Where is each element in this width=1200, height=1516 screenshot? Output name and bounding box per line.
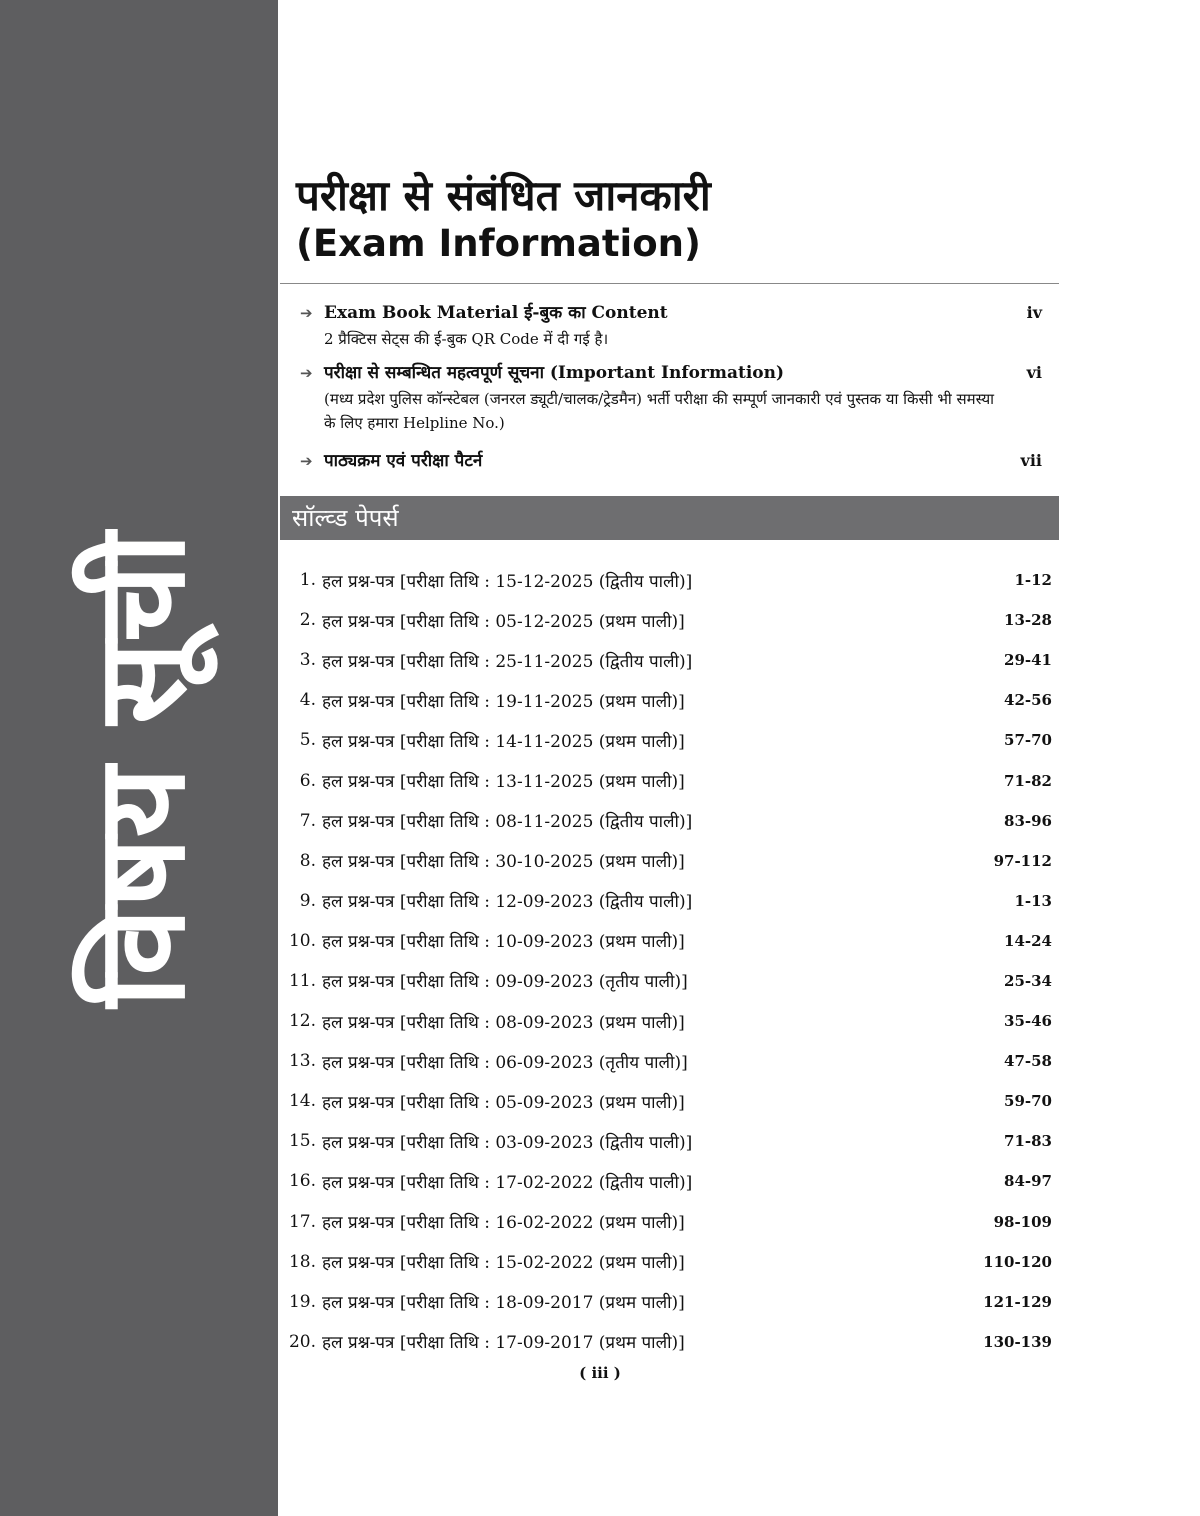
paper-title: हल प्रश्न-पत्र [परीक्षा तिथि : 08-11-2025 (द्वितीय पाली)] bbox=[322, 812, 693, 833]
list-item bbox=[286, 1001, 1052, 1041]
list-item bbox=[286, 1041, 1052, 1081]
paper-pages: 35-46 bbox=[1004, 1012, 1052, 1031]
paper-title: हल प्रश्न-पत्र [परीक्षा तिथि : 12-09-2023 (द्वितीय पाली)] bbox=[322, 892, 693, 913]
info-item-desc: (मध्य प्रदेश पुलिस कॉन्स्टेबल (जनरल ड्यूटी/चालक/ट्रेडमैन) भर्ती परीक्षा की सम्पूर्ण जानकारी एवं पुस्तक या किसी भी समस्या के लिए हमारा Helpline No.) bbox=[324, 390, 995, 432]
paper-number: 4. bbox=[299, 690, 316, 711]
paper-pages: 1-13 bbox=[1014, 891, 1052, 910]
paper-pages: 59-70 bbox=[1004, 1092, 1052, 1111]
paper-number: 11. bbox=[288, 970, 316, 991]
list-item bbox=[286, 560, 1052, 600]
list-item bbox=[286, 1242, 1052, 1282]
paper-pages: 47-58 bbox=[1004, 1052, 1052, 1071]
paper-title: हल प्रश्न-पत्र [परीक्षा तिथि : 16-02-2022 (प्रथम पाली)] bbox=[322, 1213, 685, 1234]
list-item bbox=[286, 1161, 1052, 1201]
paper-number: 19. bbox=[288, 1291, 316, 1312]
paper-number: 15. bbox=[288, 1131, 316, 1152]
info-item-desc: 2 प्रैक्टिस सेट्स की ई-बुक QR Code में दी गई है। bbox=[324, 330, 609, 348]
info-item-page: vi bbox=[1026, 363, 1042, 382]
list-item bbox=[286, 1282, 1052, 1322]
paper-pages: 29-41 bbox=[1004, 651, 1052, 670]
paper-number: 16. bbox=[288, 1171, 316, 1192]
paper-title: हल प्रश्न-पत्र [परीक्षा तिथि : 14-11-2025 (प्रथम पाली)] bbox=[322, 731, 685, 752]
paper-title: हल प्रश्न-पत्र [परीक्षा तिथि : 13-11-2025 (प्रथम पाली)] bbox=[322, 772, 685, 793]
paper-pages: 121-129 bbox=[983, 1292, 1052, 1311]
paper-title: हल प्रश्न-पत्र [परीक्षा तिथि : 06-09-2023 (तृतीय पाली)] bbox=[322, 1052, 688, 1073]
paper-title: हल प्रश्न-पत्र [परीक्षा तिथि : 18-09-2017 (प्रथम पाली)] bbox=[322, 1293, 685, 1314]
list-item bbox=[286, 961, 1052, 1001]
paper-pages: 97-112 bbox=[993, 851, 1052, 870]
arrow-right-icon: ➔ bbox=[300, 452, 313, 470]
paper-pages: 13-28 bbox=[1004, 611, 1052, 630]
paper-number: 1. bbox=[299, 570, 316, 591]
header-divider bbox=[280, 283, 1059, 284]
paper-number: 3. bbox=[299, 650, 316, 671]
list-item bbox=[286, 921, 1052, 961]
papers-list bbox=[286, 560, 1052, 1362]
arrow-right-icon: ➔ bbox=[300, 364, 313, 382]
paper-number: 9. bbox=[299, 890, 316, 911]
paper-pages: 84-97 bbox=[1004, 1172, 1052, 1191]
info-item-important bbox=[300, 360, 1058, 435]
page-number: ( iii ) bbox=[579, 1364, 621, 1382]
paper-title: हल प्रश्न-पत्र [परीक्षा तिथि : 17-09-2017 (प्रथम पाली)] bbox=[322, 1333, 685, 1354]
info-item-label: पाठ्यक्रम एवं परीक्षा पैटर्न bbox=[324, 451, 483, 471]
page-title-english: (Exam Information) bbox=[296, 222, 701, 265]
sidebar-band bbox=[0, 0, 278, 1516]
list-item bbox=[286, 1202, 1052, 1242]
sidebar-title: विषय सूची bbox=[70, 532, 212, 1008]
paper-title: हल प्रश्न-पत्र [परीक्षा तिथि : 05-09-2023 (प्रथम पाली)] bbox=[322, 1092, 685, 1113]
paper-number: 5. bbox=[299, 730, 316, 751]
list-item bbox=[286, 881, 1052, 921]
paper-title: हल प्रश्न-पत्र [परीक्षा तिथि : 15-12-2025 (द्वितीय पाली)] bbox=[322, 571, 693, 592]
paper-number: 17. bbox=[288, 1211, 316, 1232]
list-item bbox=[286, 801, 1052, 841]
paper-pages: 25-34 bbox=[1004, 971, 1052, 990]
paper-number: 13. bbox=[288, 1051, 316, 1072]
info-item-label: परीक्षा से सम्बन्धित महत्वपूर्ण सूचना (Important Information) bbox=[324, 363, 785, 383]
paper-title: हल प्रश्न-पत्र [परीक्षा तिथि : 05-12-2025 (प्रथम पाली)] bbox=[322, 611, 685, 632]
page-title-hindi: परीक्षा से संबंधित जानकारी bbox=[296, 171, 711, 220]
paper-title: हल प्रश्न-पत्र [परीक्षा तिथि : 17-02-2022 (द्वितीय पाली)] bbox=[322, 1172, 693, 1193]
paper-number: 10. bbox=[288, 930, 316, 951]
paper-number: 20. bbox=[288, 1331, 316, 1352]
list-item bbox=[286, 1081, 1052, 1121]
info-item-page: iv bbox=[1026, 303, 1042, 322]
paper-pages: 71-83 bbox=[1004, 1132, 1052, 1151]
paper-pages: 42-56 bbox=[1004, 691, 1052, 710]
list-item bbox=[286, 1121, 1052, 1161]
paper-pages: 130-139 bbox=[983, 1332, 1052, 1351]
paper-title: हल प्रश्न-पत्र [परीक्षा तिथि : 25-11-2025 (द्वितीय पाली)] bbox=[322, 651, 693, 672]
paper-number: 18. bbox=[288, 1251, 316, 1272]
paper-title: हल प्रश्न-पत्र [परीक्षा तिथि : 30-10-2025 (प्रथम पाली)] bbox=[322, 852, 685, 873]
list-item bbox=[286, 720, 1052, 760]
paper-pages: 110-120 bbox=[983, 1252, 1052, 1271]
paper-pages: 1-12 bbox=[1014, 571, 1052, 590]
info-item-label: Exam Book Material ई-बुक का Content bbox=[324, 303, 668, 323]
paper-title: हल प्रश्न-पत्र [परीक्षा तिथि : 15-02-2022 (प्रथम पाली)] bbox=[322, 1253, 685, 1274]
list-item bbox=[286, 640, 1052, 680]
paper-number: 14. bbox=[288, 1091, 316, 1112]
paper-title: हल प्रश्न-पत्र [परीक्षा तिथि : 08-09-2023 (प्रथम पाली)] bbox=[322, 1012, 685, 1033]
section-header-solved-papers: सॉल्व्ड पेपर्स bbox=[280, 496, 1059, 540]
paper-title: हल प्रश्न-पत्र [परीक्षा तिथि : 19-11-2025 (प्रथम पाली)] bbox=[322, 691, 685, 712]
paper-title: हल प्रश्न-पत्र [परीक्षा तिथि : 10-09-2023 (प्रथम पाली)] bbox=[322, 932, 685, 953]
paper-number: 8. bbox=[299, 850, 316, 871]
info-item-page: vii bbox=[1020, 451, 1042, 470]
paper-pages: 98-109 bbox=[993, 1212, 1052, 1231]
list-item bbox=[286, 841, 1052, 881]
paper-number: 7. bbox=[299, 810, 316, 831]
paper-number: 2. bbox=[299, 610, 316, 631]
info-item-syllabus bbox=[300, 448, 1058, 471]
paper-pages: 71-82 bbox=[1004, 771, 1052, 790]
paper-number: 12. bbox=[288, 1011, 316, 1032]
paper-pages: 14-24 bbox=[1004, 931, 1052, 950]
list-item bbox=[286, 760, 1052, 800]
paper-pages: 57-70 bbox=[1004, 731, 1052, 750]
paper-number: 6. bbox=[299, 770, 316, 791]
info-item-ebook bbox=[300, 300, 1058, 351]
arrow-right-icon: ➔ bbox=[300, 304, 313, 322]
list-item bbox=[286, 1322, 1052, 1362]
paper-pages: 83-96 bbox=[1004, 811, 1052, 830]
list-item bbox=[286, 680, 1052, 720]
list-item bbox=[286, 600, 1052, 640]
paper-title: हल प्रश्न-पत्र [परीक्षा तिथि : 03-09-2023 (द्वितीय पाली)] bbox=[322, 1132, 693, 1153]
paper-title: हल प्रश्न-पत्र [परीक्षा तिथि : 09-09-2023 (तृतीय पाली)] bbox=[322, 972, 688, 993]
